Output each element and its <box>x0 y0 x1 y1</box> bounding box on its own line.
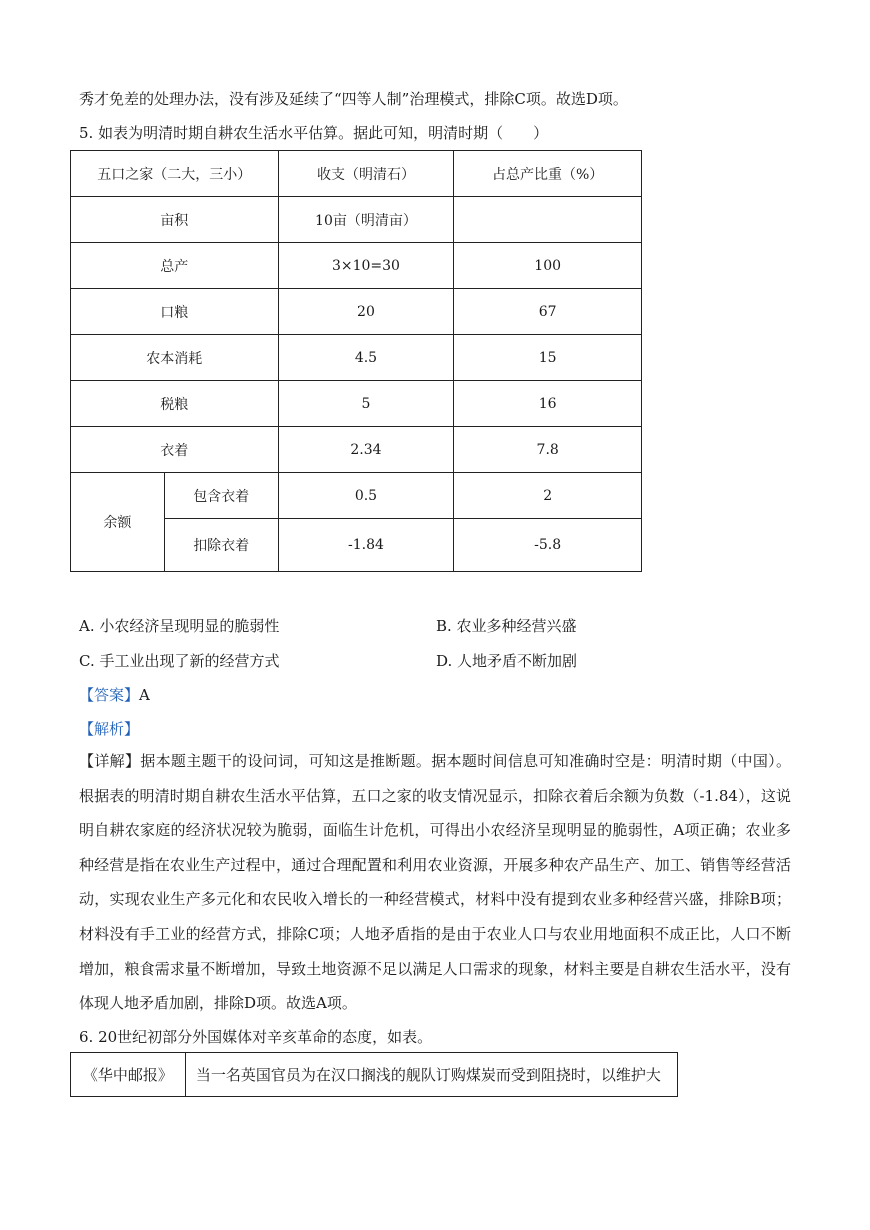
table-cell: 税粮 <box>71 381 279 427</box>
table-row <box>71 197 642 243</box>
option-b: B. 农业多种经营兴盛 <box>436 617 577 635</box>
intro-line: 秀才免差的处理办法，没有涉及延续了“四等人制”治理模式，排除C项。故选D项。 <box>79 90 628 108</box>
table-row <box>71 1053 678 1097</box>
table-cell: 2 <box>454 473 642 519</box>
table-cell: 当一名英国官员为在汉口搁浅的舰队订购煤炭而受到阻挠时，以维护大 <box>185 1053 677 1097</box>
table-row <box>71 473 642 519</box>
table-row <box>71 427 642 473</box>
surplus-label-cell: 余额 <box>71 473 165 572</box>
table-cell: 5 <box>278 381 454 427</box>
table-header: 占总产比重（%） <box>454 151 642 197</box>
table-cell: 衣着 <box>71 427 279 473</box>
table-cell: -1.84 <box>278 519 454 572</box>
table-cell: 20 <box>278 289 454 335</box>
table-cell: 总产 <box>71 243 279 289</box>
table-cell: 包含衣着 <box>164 473 278 519</box>
table-header: 五口之家（二大，三小） <box>71 151 279 197</box>
option-d: D. 人地矛盾不断加剧 <box>436 652 578 670</box>
table-cell: 农本消耗 <box>71 335 279 381</box>
table-cell: 《华中邮报》 <box>71 1053 186 1097</box>
table-header: 收支（明清石） <box>278 151 454 197</box>
table-row <box>71 381 642 427</box>
table-cell: 3×10=30 <box>278 243 454 289</box>
table-cell: 0.5 <box>278 473 454 519</box>
table-cell: 15 <box>454 335 642 381</box>
table-cell: 口粮 <box>71 289 279 335</box>
media-attitude-table <box>70 1052 678 1097</box>
table-row <box>71 289 642 335</box>
table-cell <box>454 197 642 243</box>
detail-tag: 【详解】 <box>79 752 141 770</box>
table-cell: 67 <box>454 289 642 335</box>
table-cell: 亩积 <box>71 197 279 243</box>
answer-value: A <box>139 686 150 704</box>
option-c: C. 手工业出现了新的经营方式 <box>79 652 280 670</box>
table-cell: 2.34 <box>278 427 454 473</box>
table-header-row <box>71 151 642 197</box>
analysis-tag: 【解析】 <box>79 720 140 738</box>
table-row <box>71 335 642 381</box>
question-6-stem: 6. 20世纪初部分外国媒体对辛亥革命的态度，如表。 <box>79 1028 433 1046</box>
detail-text: 据本题主题干的设问词，可知这是推断题。据本题时间信息可知准确时空是：明清时期（中国）。根据表的明清时期自耕农生活水平估算，五口之家的收支情况显示，扣除衣着后余额为负数（-1.84），这说明自耕农家庭的经济状况较为脆弱，面临生计危机，可得出小农经济呈现明显的脆弱性，A项正确；农业多种经营是指在农业生产过程中，通过合理配置和利用农业资源，开展多种农产品生产、加工、销售等经营活动，实现农业生产多元化和农民收入增长的一种经营模式，材料中没有提到农业多种经营兴盛，排除B项；材料没有手工业的经营方式，排除C项；人地矛盾指的是由于农业人口与农业用地面积不成正比，人口不断增加，粮食需求量不断增加，导致土地资源不足以满足人口需求的现象，材料主要是自耕农生活水平，没有体现人地矛盾加剧，排除D项。故选A项。 <box>79 752 791 1013</box>
table-cell: -5.8 <box>454 519 642 572</box>
table-cell: 扣除衣着 <box>164 519 278 572</box>
table-cell: 7.8 <box>454 427 642 473</box>
table-cell: 16 <box>454 381 642 427</box>
answer-line <box>79 684 150 705</box>
table-cell: 100 <box>454 243 642 289</box>
table-cell: 4.5 <box>278 335 454 381</box>
living-standard-table <box>70 150 642 572</box>
table-cell: 10亩（明清亩） <box>278 197 454 243</box>
question-5-stem: 5. 如表为明清时期自耕农生活水平估算。据此可知，明清时期（ ） <box>79 124 549 142</box>
option-a: A. 小农经济呈现明显的脆弱性 <box>79 617 280 635</box>
detail-paragraph <box>79 744 791 1021</box>
answer-tag: 【答案】 <box>79 686 140 704</box>
table-row <box>71 243 642 289</box>
